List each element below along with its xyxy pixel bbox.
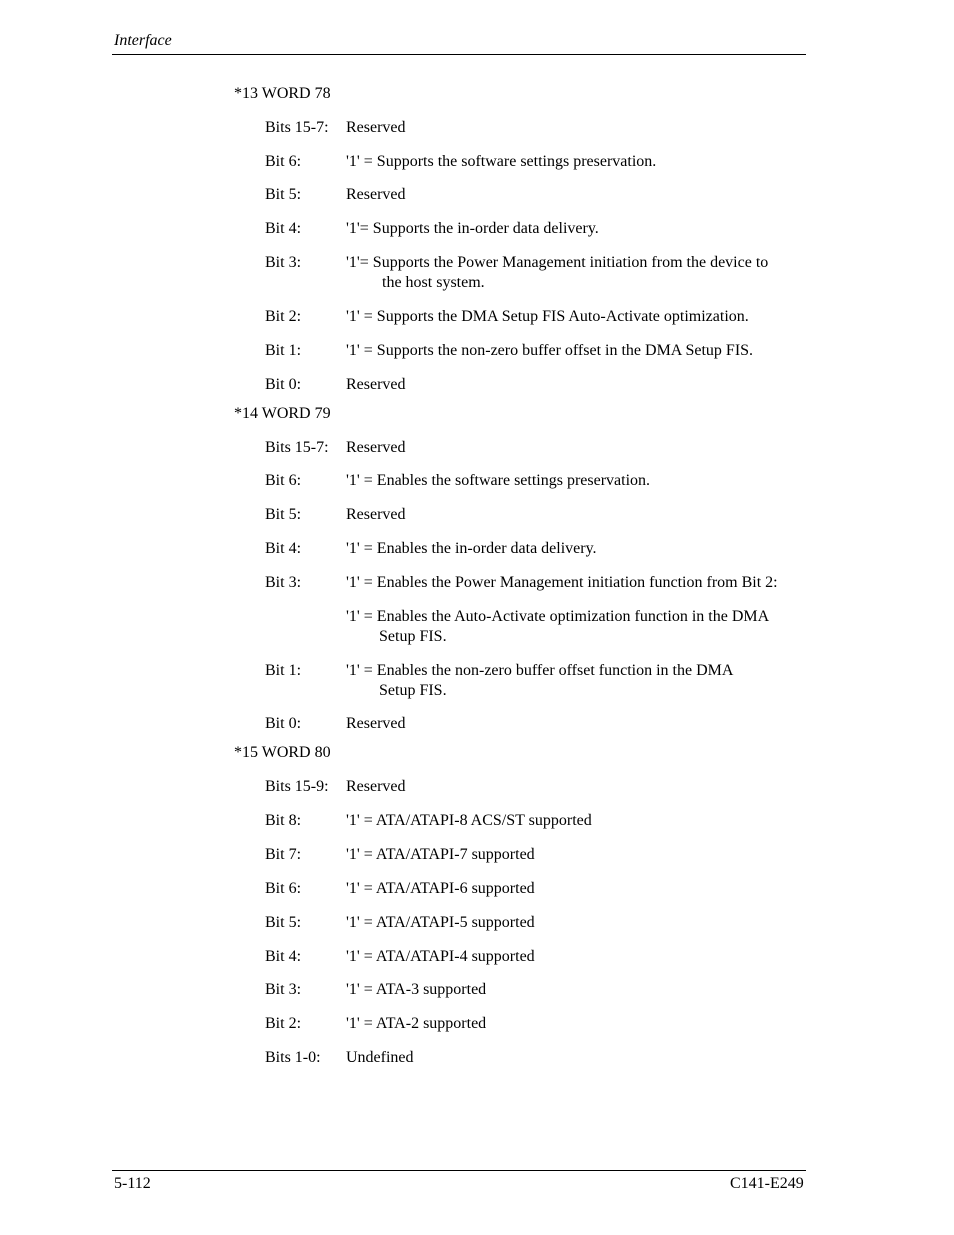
bit-description: '1' = ATA/ATAPI-6 supported <box>346 880 535 897</box>
bit-label: Bit 4: <box>265 220 302 237</box>
bit-label: Bit 5: <box>265 506 302 523</box>
bit-description: '1' = Enables the software settings preservation. <box>346 472 651 489</box>
document-id: C141-E249 <box>730 1175 804 1192</box>
bit-description: '1' = ATA/ATAPI-7 supported <box>346 846 535 863</box>
bit-description-continuation: Setup FIS. <box>379 628 447 645</box>
bit-description-line: '1' = Enables the non-zero buffer offset function in the DMA <box>346 662 734 679</box>
bit-description-line: '1'= Supports the Power Management initiation from the device to <box>346 254 769 271</box>
word-80-heading: *15 WORD 80 <box>234 744 331 761</box>
bit-description <box>346 661 816 701</box>
bit-label: Bit 3: <box>265 574 302 591</box>
bit-label: Bits 15-9: <box>265 778 329 795</box>
bit-description: '1' = Supports the software settings preservation. <box>346 153 657 170</box>
bit-description: Reserved <box>346 506 406 523</box>
running-header: Interface <box>114 32 172 49</box>
bit-description: '1' = ATA-2 supported <box>346 1015 487 1032</box>
bit-description: '1' = Enables the in-order data delivery. <box>346 540 597 557</box>
bit-description: Undefined <box>346 1049 414 1066</box>
bit-label: Bit 6: <box>265 472 302 489</box>
bit-label: Bit 5: <box>265 186 302 203</box>
bit-label: Bit 6: <box>265 153 302 170</box>
bit-label: Bit 4: <box>265 948 302 965</box>
word-79-heading: *14 WORD 79 <box>234 405 331 422</box>
bit-description <box>346 607 816 647</box>
bit-label: Bit 1: <box>265 342 302 359</box>
bit-description: '1'= Supports the in-order data delivery. <box>346 220 599 237</box>
header-rule <box>112 54 806 55</box>
bit-label: Bit 3: <box>265 254 302 271</box>
bit-label: Bit 1: <box>265 662 302 679</box>
bit-label: Bit 5: <box>265 914 302 931</box>
bit-label: Bit 4: <box>265 540 302 557</box>
bit-description: Reserved <box>346 715 406 732</box>
bit-description: Reserved <box>346 778 406 795</box>
bit-description: Reserved <box>346 119 406 136</box>
footer-rule <box>112 1170 806 1171</box>
bit-label: Bits 15-7: <box>265 439 329 456</box>
bit-label: Bit 0: <box>265 715 302 732</box>
bit-label: Bit 8: <box>265 812 302 829</box>
bit-label: Bits 15-7: <box>265 119 329 136</box>
bit-description: Reserved <box>346 186 406 203</box>
bit-label: Bit 7: <box>265 846 302 863</box>
bit-description-line: '1' = Enables the Auto-Activate optimization function in the DMA <box>346 608 770 625</box>
bit-description: Reserved <box>346 439 406 456</box>
bit-description <box>346 253 816 293</box>
bit-description-continuation: the host system. <box>382 274 485 291</box>
bit-description: '1' = Enables the Power Management initiation function from Bit 2: <box>346 574 778 591</box>
word-78-heading: *13 WORD 78 <box>234 85 331 102</box>
bit-description-continuation: Setup FIS. <box>379 682 447 699</box>
bit-description: '1' = ATA/ATAPI-5 supported <box>346 914 535 931</box>
bit-label: Bit 6: <box>265 880 302 897</box>
bit-description: '1' = Supports the DMA Setup FIS Auto-Activate optimization. <box>346 308 749 325</box>
bit-description: '1' = Supports the non-zero buffer offset in the DMA Setup FIS. <box>346 342 754 359</box>
bit-label: Bit 0: <box>265 376 302 393</box>
bit-label: Bit 2: <box>265 308 302 325</box>
bit-label: Bit 3: <box>265 981 302 998</box>
bit-description: '1' = ATA/ATAPI-8 ACS/ST supported <box>346 812 592 829</box>
bit-description: '1' = ATA-3 supported <box>346 981 487 998</box>
bit-label: Bit 2: <box>265 1015 302 1032</box>
bit-description: Reserved <box>346 376 406 393</box>
page-number: 5-112 <box>114 1175 151 1192</box>
bit-description: '1' = ATA/ATAPI-4 supported <box>346 948 535 965</box>
bit-label: Bits 1-0: <box>265 1049 321 1066</box>
